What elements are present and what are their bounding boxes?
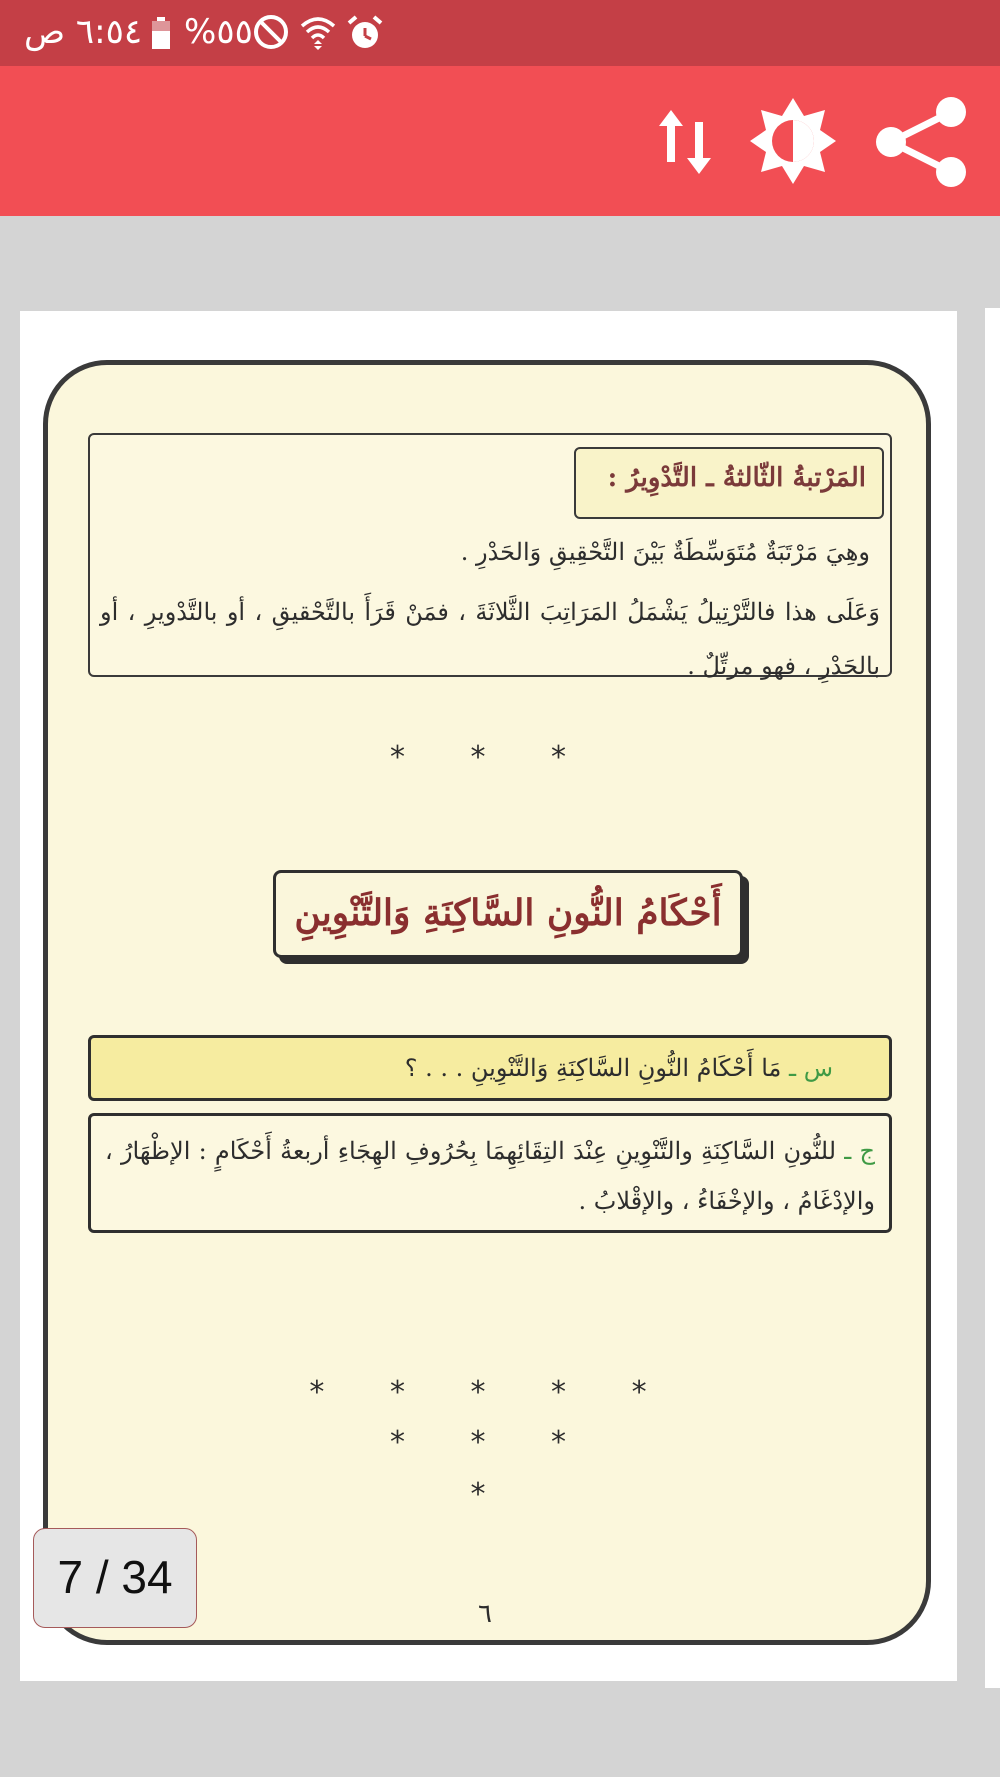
app-toolbar [0, 66, 1000, 216]
brightness-icon[interactable] [748, 96, 838, 190]
question-label: س ـ [789, 1054, 833, 1082]
paragraph-1: وهِيَ مَرْتَبَةٌ مُتَوَسِّطَةٌ بَيْنَ التَّحْقِيقِ وَالحَدْرِ . [460, 538, 870, 566]
answer-box [88, 1113, 892, 1233]
pdf-page[interactable] [20, 311, 957, 1681]
section-title: المَرْتبةُ الثّالثةُ ـ التَّدْوِيرُ : [574, 447, 884, 519]
ornament-stars-row-2: * * * [389, 1425, 595, 1460]
question-text: مَا أَحْكَامُ النُّونِ السَّاكِنَةِ وَالتَّنْوِينِ . . . ؟ [404, 1054, 782, 1082]
answer-label: ج ـ [844, 1137, 875, 1165]
wifi-icon [300, 14, 336, 54]
next-page-edge [985, 308, 1000, 1688]
ornament-stars-row-3: * [470, 1477, 514, 1512]
battery-icon [152, 17, 170, 49]
ornament-stars-row-1: * * * * * [309, 1375, 675, 1410]
swap-vertical-icon[interactable] [655, 104, 715, 184]
battery-percent: %٥٥ [184, 12, 253, 52]
alarm-icon [346, 14, 384, 56]
do-not-disturb-icon [253, 14, 289, 54]
share-icon[interactable] [873, 94, 969, 194]
chapter-title: أَحْكَامُ النُّونِ السَّاكِنَةِ وَالتَّنْوِينِ [273, 870, 743, 958]
status-time: ٦:٥٤ ص [24, 12, 143, 52]
status-bar [0, 0, 1000, 66]
question-box [88, 1035, 892, 1101]
answer-text: للنُّونِ السَّاكِنَةِ والتَّنْوِينِ عِنْدَ التِقَائِهِمَا بِحُرُوفِ الهِجَاءِ أربعةُ أَحْكَامٍ : الإظْهَارُ ، والإدْغَامُ ، والإخْفَاءُ ، والإقْلابُ . [105, 1137, 875, 1215]
paragraph-2: وَعَلَى هذا فالتَّرْتِيلُ يَشْمَلُ المَرَاتِبَ الثَّلاثَةَ ، فمَنْ قَرَأَ بالتَّحْقيقِ ، أو بالتَّدْويرِ ، أو بالحَدْرِ ، فهو مرتِّلٌ . [100, 598, 880, 680]
section-box [88, 433, 892, 680]
page-number: ٦ [478, 1599, 492, 1629]
page-counter: 7 / 34 [33, 1528, 197, 1628]
divider-stars: * * * [389, 740, 595, 775]
page-frame [43, 360, 931, 1645]
